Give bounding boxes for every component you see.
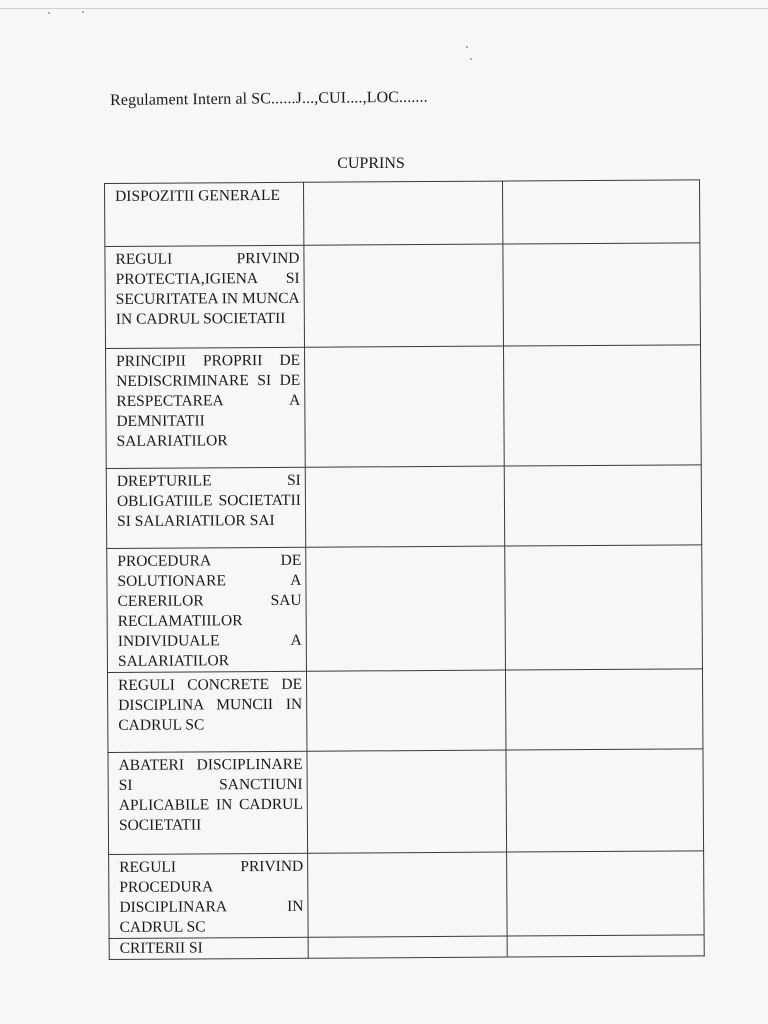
toc-empty-cell xyxy=(305,346,505,467)
toc-empty-cell xyxy=(307,750,507,853)
toc-empty-cell xyxy=(504,465,701,546)
toc-section-title: ABATERI DISCIPLINARE SI SANCTIUNI APLICABILE IN CADRUL SOCIETATII xyxy=(118,755,303,834)
table-row xyxy=(106,345,702,469)
scan-speck xyxy=(48,12,50,14)
table-row xyxy=(109,935,704,960)
table-row xyxy=(109,851,705,939)
toc-section-cell xyxy=(109,853,309,938)
table-row xyxy=(105,180,700,247)
toc-section-cell xyxy=(106,347,306,468)
toc-empty-cell xyxy=(304,244,504,347)
toc-section-title: REGULI CONCRETE DE DISCIPLINA MUNCII IN CADRUL SC xyxy=(118,675,303,734)
toc-empty-cell xyxy=(502,180,699,244)
toc-empty-cell xyxy=(504,345,702,466)
toc-title: CUPRINS xyxy=(337,155,405,172)
toc-section-cell xyxy=(107,671,306,752)
toc-section-title: REGULI PRIVIND PROTECTIA,IGIENA SI SECURITATEA IN MUNCA IN CADRUL SOCIETATII xyxy=(115,249,300,328)
toc-empty-cell xyxy=(507,935,704,957)
table-row xyxy=(108,749,704,855)
toc-section-cell xyxy=(109,937,308,959)
toc-empty-cell xyxy=(505,545,703,670)
toc-empty-cell xyxy=(305,466,504,547)
table-row xyxy=(106,465,701,549)
scan-speck xyxy=(470,58,472,60)
toc-empty-cell xyxy=(308,852,508,937)
toc-empty-cell xyxy=(306,670,505,751)
scan-speck xyxy=(82,11,84,13)
table-row xyxy=(107,669,702,753)
toc-section-title: PRINCIPII PROPRII DE NEDISCRIMINARE SI DE RESPECTAREA A DEMNITATII SALARIATILOR xyxy=(116,351,301,450)
toc-section-cell xyxy=(105,245,305,348)
toc-empty-cell xyxy=(506,749,704,852)
table-row xyxy=(107,545,703,673)
toc-section-cell xyxy=(107,547,307,672)
toc-empty-cell xyxy=(303,181,502,245)
scan-speck xyxy=(466,46,468,48)
toc-empty-cell xyxy=(505,669,702,750)
table-row xyxy=(105,243,701,349)
toc-table xyxy=(104,179,705,960)
toc-section-title: CRITERII SI xyxy=(119,939,203,957)
toc-empty-cell xyxy=(306,546,506,671)
toc-empty-cell xyxy=(308,936,507,958)
document-header: Regulament Intern al SC......J...,CUI....,LOC....... xyxy=(110,88,428,109)
scan-edge-line xyxy=(0,8,768,9)
toc-section-cell xyxy=(106,467,305,548)
toc-section-title: DISPOZITII GENERALE xyxy=(115,186,281,205)
toc-section-cell xyxy=(108,751,308,854)
toc-section-title: DREPTURILE SI OBLIGATIILE SOCIETATII SI SALARIATILOR SAI xyxy=(116,471,301,530)
toc-section-cell xyxy=(105,182,304,246)
toc-empty-cell xyxy=(507,851,705,936)
toc-empty-cell xyxy=(503,243,701,346)
toc-section-title: REGULI PRIVIND PROCEDURA DISCIPLINARA IN CADRUL SC xyxy=(119,857,304,936)
toc-section-title: PROCEDURA DE SOLUTIONARE A CERERILOR SAU RECLAMATIILOR INDIVIDUALE A SALARIATILOR xyxy=(117,551,302,670)
